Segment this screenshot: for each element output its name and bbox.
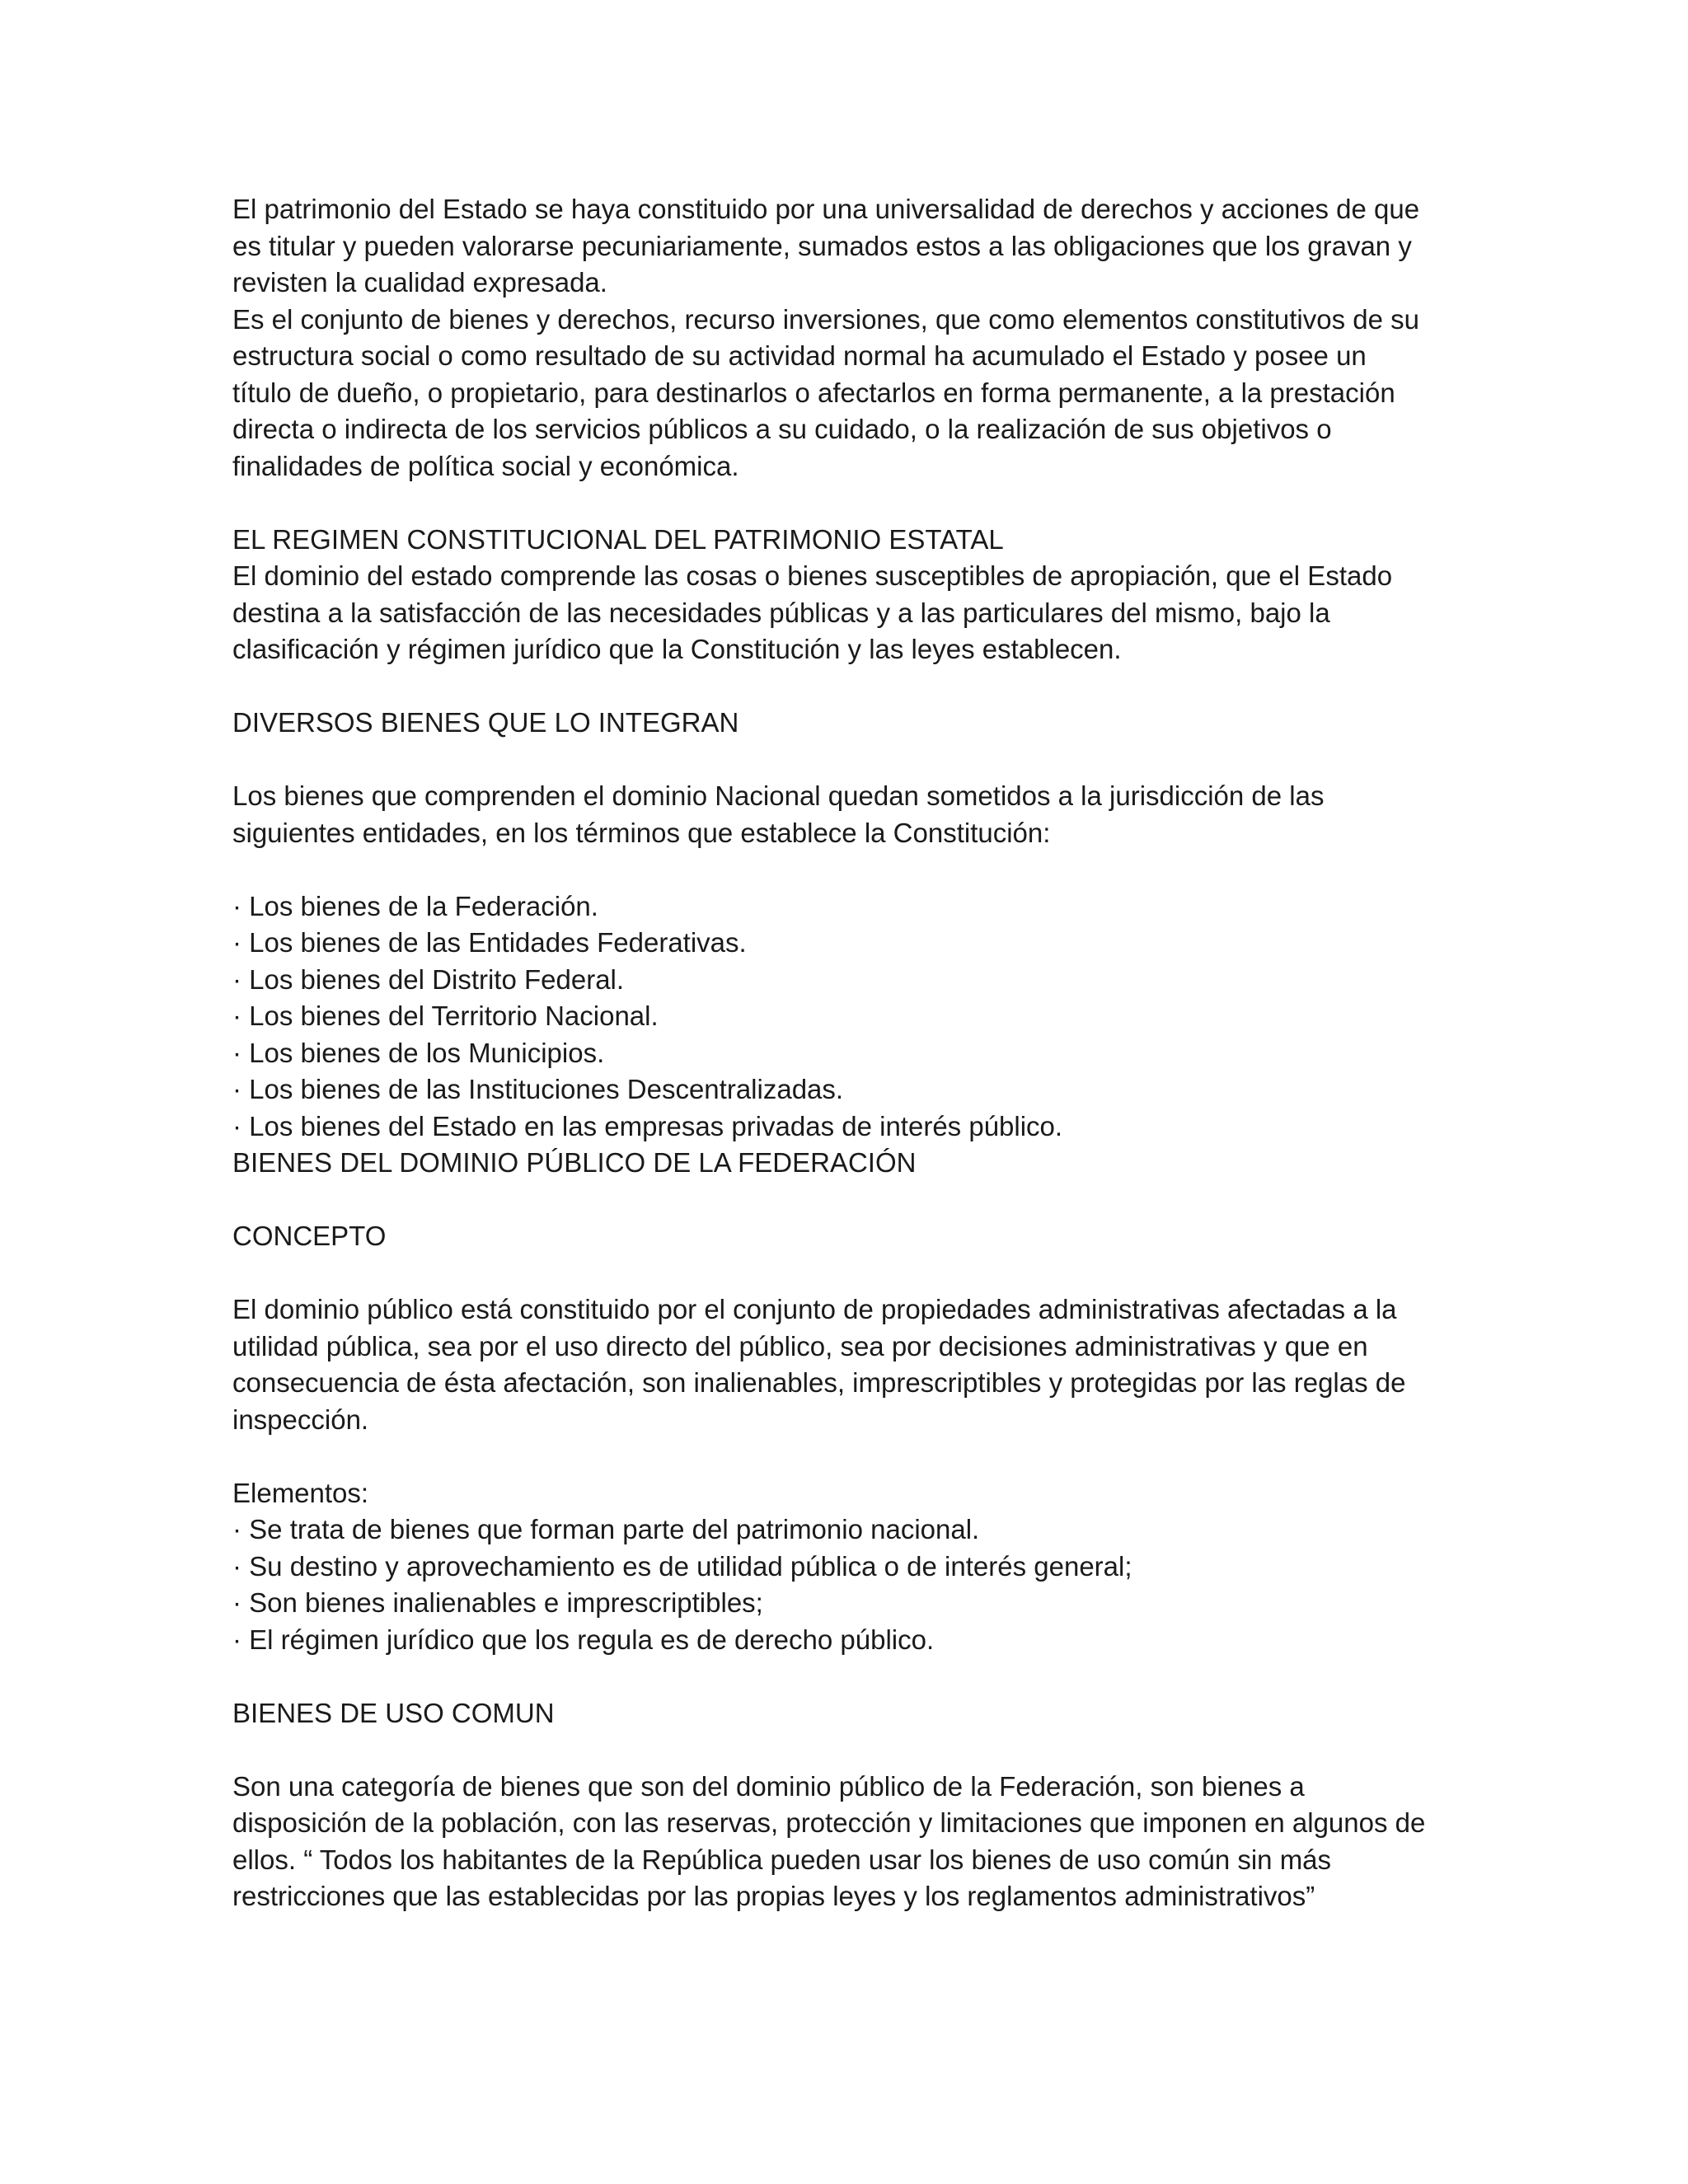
heading-diversos-bienes: DIVERSOS BIENES QUE LO INTEGRAN: [232, 707, 739, 738]
paragraph-patrimonio: [232, 191, 1469, 302]
text-line: Son una categoría de bienes que son del dominio público de la Federación, son bienes a: [232, 1770, 1305, 1802]
list-item: · Los bienes del Territorio Nacional.: [232, 1001, 659, 1031]
blank-line: [232, 485, 1469, 522]
text-line: El patrimonio del Estado se haya constituido por una universalidad de derechos y acciones de que: [232, 194, 1420, 224]
blank-line: [232, 851, 1469, 888]
list-item: · Los bienes de los Municipios.: [232, 1037, 605, 1068]
blank-line: [232, 1182, 1469, 1219]
blank-line: [232, 1255, 1469, 1292]
text-line: título de dueño, o propietario, para destinarlos o afectarlos en forma permanente, a la prestación: [232, 377, 1395, 408]
paragraph-conjunto-bienes: [232, 302, 1469, 485]
text-line: El dominio público está constituido por el conjunto de propiedades administrativas afectadas a la: [232, 1294, 1397, 1324]
text-line: consecuencia de ésta afectación, son inalienables, imprescriptibles y protegidas por las reglas de: [232, 1367, 1406, 1398]
blank-line: [232, 1732, 1469, 1769]
text-line: El dominio del estado comprende las cosas o bienes susceptibles de apropiación, que el Estado: [232, 560, 1393, 591]
text-line: revisten la cualidad expresada.: [232, 267, 607, 298]
blank-line: [232, 742, 1469, 779]
list-entidades: [232, 888, 1469, 1146]
heading-concepto: CONCEPTO: [232, 1221, 387, 1251]
heading-bienes-uso-comun: BIENES DE USO COMUN: [232, 1697, 555, 1728]
list-item: · Los bienes del Estado en las empresas privadas de interés público.: [232, 1110, 1063, 1141]
text-line: finalidades de política social y económica.: [232, 450, 739, 481]
list-item: · Los bienes de las Instituciones Descentralizadas.: [232, 1074, 844, 1104]
text-line: utilidad pública, sea por el uso directo del público, sea por decisiones administrativas y que en: [232, 1330, 1368, 1361]
list-item: · Su destino y aprovechamiento es de utilidad pública o de interés general;: [232, 1550, 1132, 1582]
text-line: estructura social o como resultado de su actividad normal ha acumulado el Estado y posee un: [232, 340, 1367, 371]
list-elementos: [232, 1511, 1469, 1658]
list-item: · Son bienes inalienables e imprescriptibles;: [232, 1587, 763, 1618]
text-line: directa o indirecta de los servicios públicos a su cuidado, o la realización de sus objetivos o: [232, 414, 1332, 444]
text-line: destina a la satisfacción de las necesidades públicas y a las particulares del mismo, bajo la: [232, 597, 1330, 628]
heading-dominio-publico-federacion: BIENES DEL DOMINIO PÚBLICO DE LA FEDERACIÓN: [232, 1147, 917, 1178]
text-line: Es el conjunto de bienes y derechos, recurso inversiones, que como elementos constitutivos de su: [232, 303, 1419, 335]
paragraph-dominio-nacional: [232, 778, 1469, 851]
blank-line: [232, 668, 1469, 705]
blank-line: [232, 1658, 1469, 1695]
list-item: · Los bienes de la Federación.: [232, 890, 598, 921]
text-line: disposición de la población, con las reservas, protección y limitaciones que imponen en algunos de: [232, 1807, 1426, 1838]
document-body: [232, 191, 1469, 1915]
list-item: · El régimen jurídico que los regula es de derecho público.: [232, 1624, 935, 1655]
paragraph-uso-comun: [232, 1769, 1469, 1915]
text-line: ellos. “ Todos los habitantes de la República pueden usar los bienes de uso común sin más: [232, 1844, 1332, 1875]
elementos-label: Elementos:: [232, 1477, 369, 1508]
list-item: · Los bienes del Distrito Federal.: [232, 963, 625, 995]
blank-line: [232, 1438, 1469, 1475]
list-item: · Los bienes de las Entidades Federativas.: [232, 927, 747, 958]
text-line: clasificación y régimen jurídico que la Constitución y las leyes establecen.: [232, 634, 1122, 664]
text-line: siguientes entidades, en los términos que establece la Constitución:: [232, 817, 1051, 848]
text-line: restricciones que las establecidas por las propias leyes y los reglamentos administrativos”: [232, 1881, 1315, 1911]
list-item: · Se trata de bienes que forman parte del patrimonio nacional.: [232, 1514, 980, 1544]
heading-regimen-constitucional: EL REGIMEN CONSTITUCIONAL DEL PATRIMONIO ESTATAL: [232, 523, 1004, 555]
text-line: Los bienes que comprenden el dominio Nacional quedan sometidos a la jurisdicción de las: [232, 780, 1325, 811]
text-line: es titular y pueden valorarse pecuniariamente, sumados estos a las obligaciones que los gravan y: [232, 230, 1412, 261]
paragraph-dominio-estado: [232, 558, 1469, 668]
text-line: inspección.: [232, 1404, 369, 1435]
paragraph-dominio-publico: [232, 1291, 1469, 1438]
